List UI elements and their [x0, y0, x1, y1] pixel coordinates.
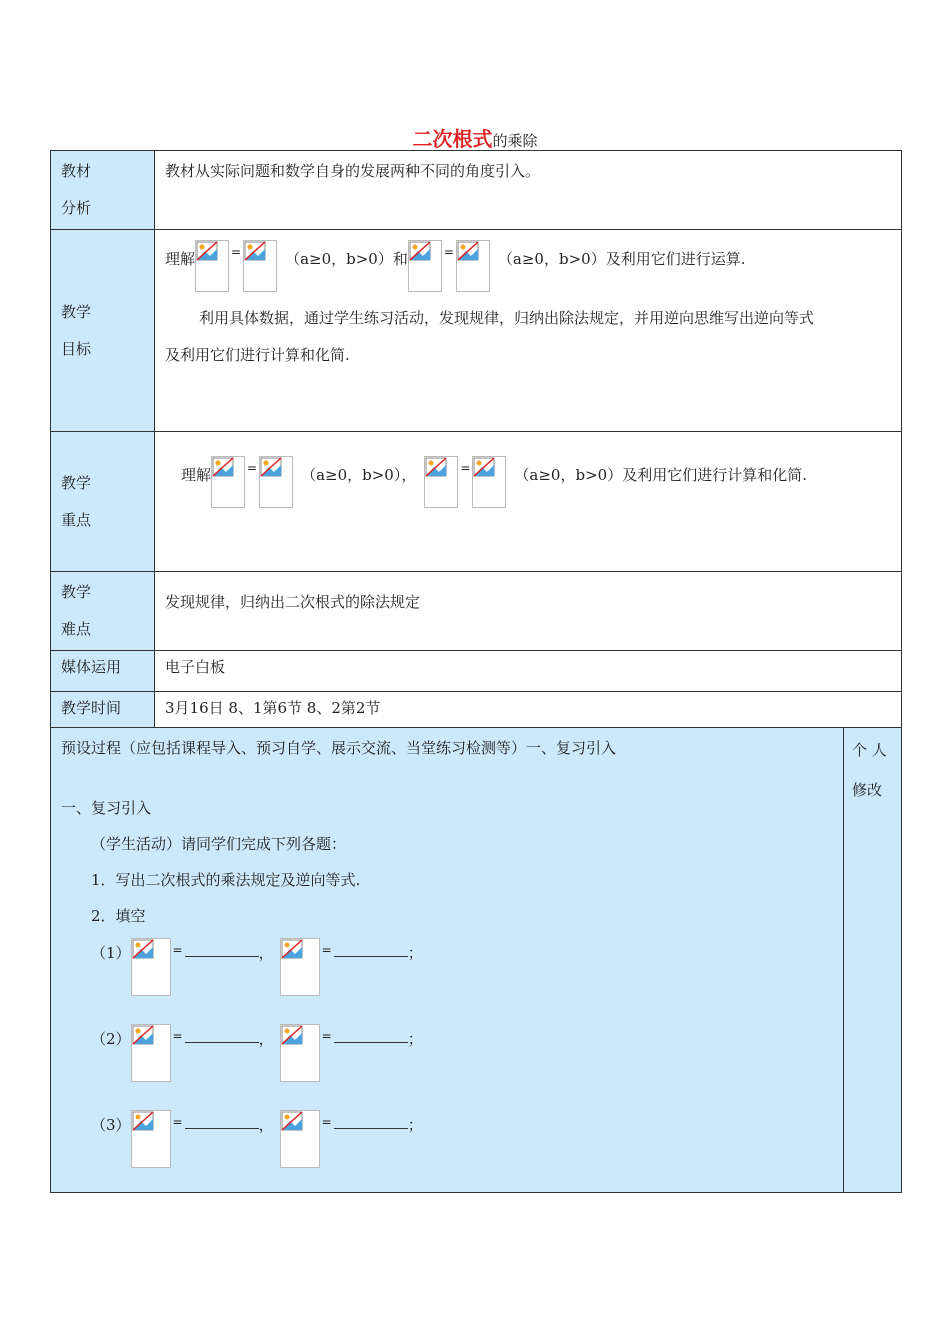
objective-formula-line — [165, 240, 891, 300]
process-section: 一、复习引入 — [61, 799, 152, 817]
label-line: 分析 — [61, 199, 92, 217]
label-time: 教学时间 — [51, 692, 155, 728]
fill-item-label: （1） — [91, 944, 131, 962]
fill-item — [91, 938, 833, 1024]
broken-image-icon — [280, 1110, 320, 1168]
equals-sign: = — [321, 1029, 332, 1043]
broken-image-icon — [472, 456, 506, 508]
label-line: 重点 — [61, 510, 92, 529]
key-prefix: 理解 — [181, 466, 212, 484]
broken-image-icon — [211, 456, 245, 508]
label-line: 教学 — [61, 583, 92, 601]
fill-item-list — [61, 938, 833, 1180]
broken-image-icon — [195, 240, 229, 292]
fill-item — [91, 1110, 833, 1180]
label-objective — [51, 230, 155, 432]
broken-image-icon — [131, 938, 171, 996]
fill-item-label: （3） — [91, 1116, 131, 1134]
personal-label: 个 人 — [852, 741, 887, 759]
separator: ， — [258, 1030, 274, 1048]
equals-sign: = — [172, 1115, 183, 1129]
equals-sign: = — [247, 461, 258, 475]
equals-sign: = — [443, 245, 454, 259]
separator: ， — [258, 944, 274, 962]
label-line: 教学 — [61, 302, 92, 321]
terminator: ； — [407, 1116, 423, 1134]
content-material: 教材从实际问题和数学自身的发展两种不同的角度引入。 — [155, 151, 902, 230]
process-content — [51, 728, 843, 1188]
broken-image-icon — [456, 240, 490, 292]
answer-blank[interactable] — [334, 1110, 408, 1129]
process-question-1: 1．写出二次根式的乘法规定及逆向等式. — [91, 871, 361, 889]
equals-sign: = — [231, 245, 242, 259]
key-formula-line — [181, 456, 891, 516]
label-key — [51, 432, 155, 572]
key-condition-1: （a≥0，b>0）， — [301, 466, 417, 484]
personal-edit-cell — [844, 728, 902, 1193]
equals-sign: = — [172, 1029, 183, 1043]
objective-paragraph: 利用具体数据，通过学生练习活动，发现规律，归纳出除法规定，并用逆向思维写出逆向等式 — [199, 309, 815, 327]
process-cell — [51, 728, 844, 1193]
content-difficulty: 发现规律，归纳出二次根式的除法规定 — [155, 572, 902, 651]
process-question-2: 2．填空 — [91, 907, 146, 925]
label-line: 难点 — [61, 620, 92, 638]
process-activity: （学生活动）请同学们完成下列各题： — [91, 835, 347, 853]
key-condition-2: （a≥0，b>0）及利用它们进行计算和化简. — [514, 466, 807, 484]
content-media: 电子白板 — [155, 651, 902, 692]
edit-label: 修改 — [852, 781, 883, 799]
fill-item-label: （2） — [91, 1030, 131, 1048]
label-material — [51, 151, 155, 230]
answer-blank[interactable] — [334, 938, 408, 957]
content-time: 3月16日 8、1第6节 8、2第2节 — [155, 692, 902, 728]
objective-condition-1: （a≥0，b>0）和 — [285, 250, 408, 268]
broken-image-icon — [131, 1024, 171, 1082]
title-highlight: 二次根式 — [412, 127, 493, 151]
equals-sign: = — [460, 461, 471, 475]
label-line: 目标 — [61, 339, 92, 358]
label-media: 媒体运用 — [51, 651, 155, 692]
broken-image-icon — [280, 938, 320, 996]
fill-item — [91, 1024, 833, 1110]
terminator: ； — [407, 1030, 423, 1048]
broken-image-icon — [259, 456, 293, 508]
label-difficulty — [51, 572, 155, 651]
lesson-plan-table — [50, 150, 902, 1193]
terminator: ； — [407, 944, 423, 962]
content-objective — [155, 230, 902, 432]
equals-sign: = — [172, 943, 183, 957]
answer-blank[interactable] — [185, 1110, 259, 1129]
equals-sign: = — [321, 943, 332, 957]
title-rest: 的乘除 — [492, 132, 538, 150]
label-line: 教学 — [61, 473, 92, 492]
broken-image-icon — [243, 240, 277, 292]
answer-blank[interactable] — [185, 1024, 259, 1043]
objective-prefix: 理解 — [165, 250, 196, 268]
broken-image-icon — [424, 456, 458, 508]
content-key — [155, 432, 902, 572]
broken-image-icon — [280, 1024, 320, 1082]
broken-image-icon — [408, 240, 442, 292]
objective-condition-2: （a≥0，b>0）及利用它们进行运算. — [497, 250, 746, 268]
broken-image-icon — [131, 1110, 171, 1168]
answer-blank[interactable] — [334, 1024, 408, 1043]
equals-sign: = — [321, 1115, 332, 1129]
label-line: 教材 — [61, 162, 92, 180]
process-header: 预设过程（应包括课程导入、预习自学、展示交流、当堂练习检测等）一、复习引入 — [61, 739, 617, 757]
objective-paragraph-2: 及利用它们进行计算和化简. — [165, 346, 350, 364]
separator: ， — [258, 1116, 274, 1134]
answer-blank[interactable] — [185, 938, 259, 957]
